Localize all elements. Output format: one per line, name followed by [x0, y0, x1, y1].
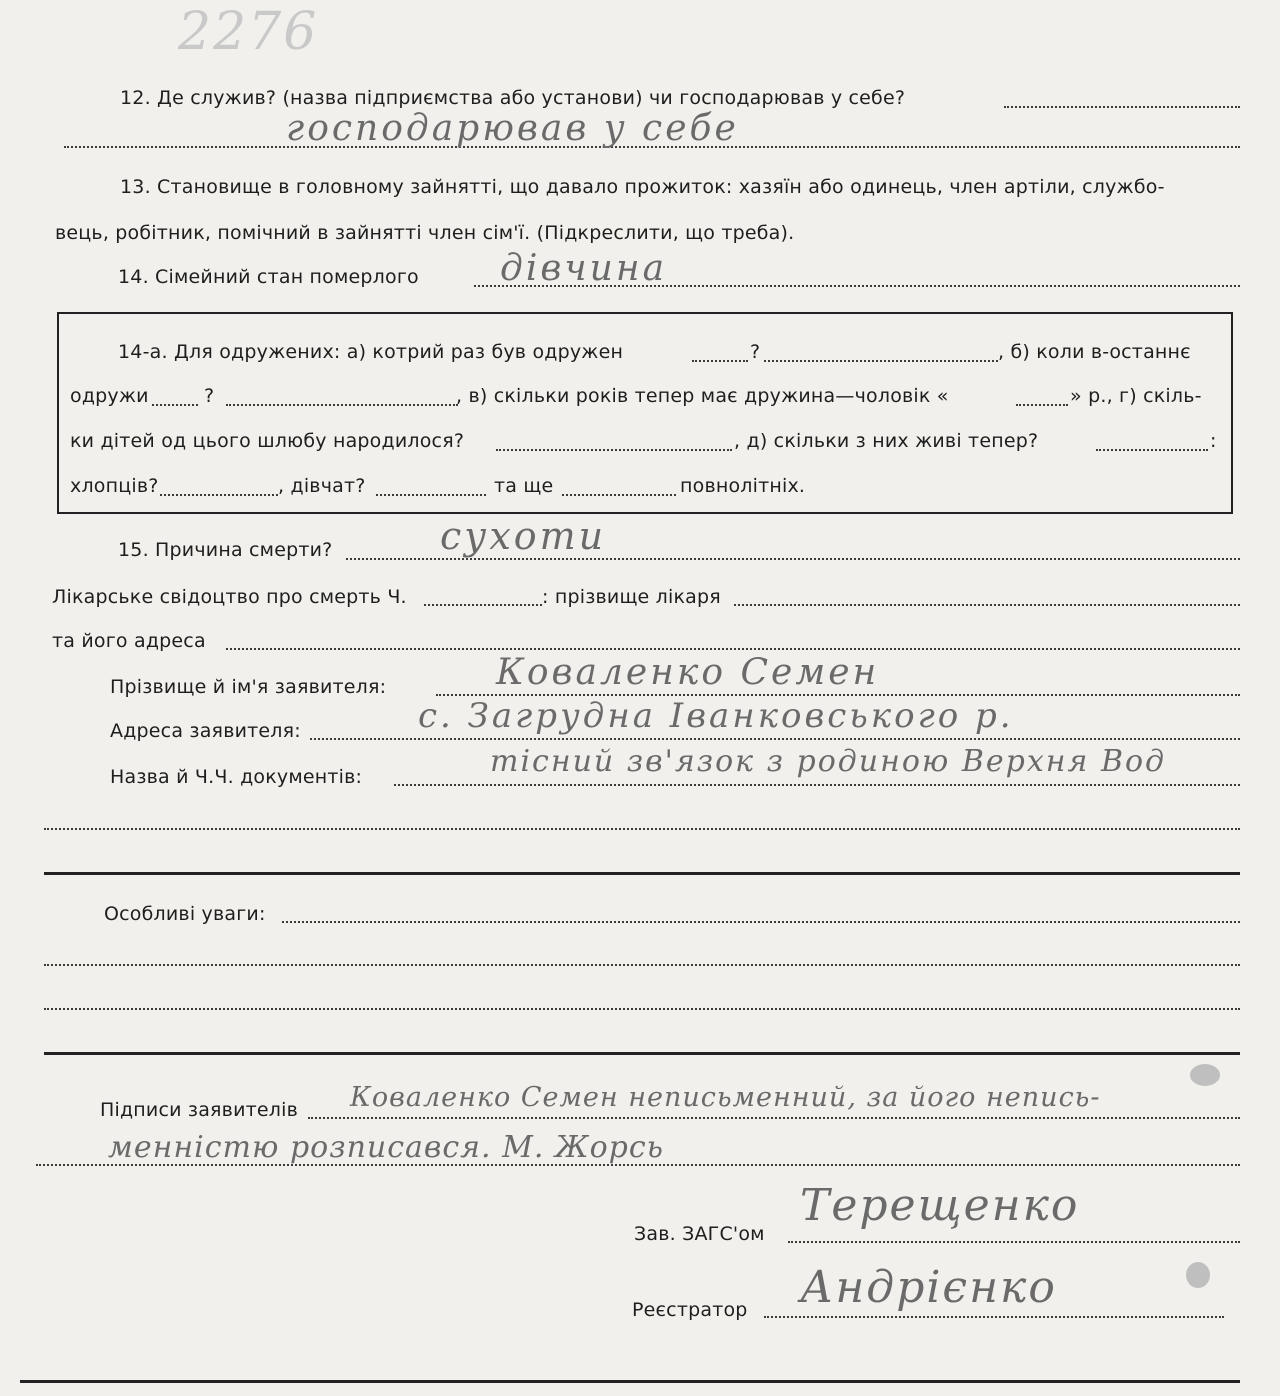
notes-line-3: [44, 1008, 1240, 1010]
q14a-label: 14-а. Для одружених: а) котрий раз був одружен: [118, 341, 624, 363]
q13-line1: 13. Становище в головному зайнятті, що давало прожиток: хазяїн або одинець, член артіли, службо-: [120, 176, 1165, 198]
applicant-address-value: с. Загрудна Іванковського р.: [418, 696, 1014, 736]
q15-fill-line: [346, 558, 1240, 560]
notes-line-2: [44, 964, 1240, 966]
doctor-address-line: [226, 648, 1240, 650]
q12-answer: господарював у себе: [286, 108, 739, 149]
q14a-line3-end: :: [1210, 430, 1217, 452]
q14a-adults-line: [562, 494, 676, 496]
signatures-text-2: менністю розписався. М. Жорсь: [108, 1130, 664, 1165]
notes-line-1: [282, 921, 1240, 923]
q14a-boys-label: хлопців?: [70, 475, 159, 497]
q14-label: 14. Сімейний стан померлого: [118, 266, 419, 288]
applicant-name-label: Прізвище й ім'я заявителя:: [110, 676, 387, 698]
q14a-boys-line: [160, 494, 278, 496]
q14a-married-line: [152, 404, 198, 406]
q14a-line2-start: одружи: [70, 385, 149, 407]
documents-line-2: [44, 828, 1240, 830]
signatures-label: Підписи заявителів: [100, 1099, 299, 1121]
documents-value: тісний зв'язок з родиною Верхня Вод: [490, 744, 1167, 779]
notes-label: Особливі уваги:: [104, 903, 266, 925]
head-of-office-line: [788, 1241, 1240, 1243]
applicant-address-line: [310, 738, 1240, 740]
q13-line2: вець, робітник, помічний в зайнятті член сім'ї. (Підкреслити, що треба).: [55, 222, 795, 244]
head-of-office-signature: Терещенко: [800, 1180, 1080, 1231]
q14a-age-line: [1016, 404, 1068, 406]
applicant-name-value: Коваленко Семен: [496, 652, 880, 693]
signatures-text-1: Коваленко Семен неписьменний, за його непись-: [350, 1082, 1101, 1113]
q14a-b-label: , б) коли в-останнє: [998, 341, 1191, 363]
q14a-line2-q: ?: [204, 385, 215, 407]
ink-blot-1: [1190, 1064, 1220, 1086]
archive-number-stamp: 2276: [178, 2, 319, 62]
q14a-adults-label: повнолітніх.: [680, 475, 806, 497]
registrar-signature: Андрієнко: [800, 1262, 1057, 1313]
q14a-line3-start: ки дітей од цього шлюбу народилося?: [70, 430, 465, 452]
q14a-line2-end: » р., г) скіль-: [1070, 385, 1202, 407]
medical-cert-label: Лікарське свідоцтво про смерть Ч.: [52, 586, 407, 608]
q14a-children-line: [496, 449, 732, 451]
signatures-line-1: [308, 1117, 1240, 1119]
q12-label: 12. Де служив? (назва підприємства або установи) чи господарював у себе?: [120, 87, 906, 109]
q14a-line3-mid: , д) скільки з них живі тепер?: [734, 430, 1039, 452]
q15-answer: сухоти: [440, 514, 607, 558]
applicant-address-label: Адреса заявителя:: [110, 720, 301, 742]
q14a-line2-mid: , в) скільки років тепер має дружина—чоловік «: [456, 385, 949, 407]
section-divider-1: [44, 872, 1240, 875]
bottom-rule: [20, 1380, 1240, 1383]
q14a-times-line-2: [764, 360, 998, 362]
q12-fill-line: [1004, 106, 1240, 108]
medical-cert-number-line: [424, 604, 542, 606]
q14a-times-line: [692, 360, 748, 362]
q14a-alive-line: [1096, 449, 1208, 451]
q14a-more-label: та ще: [494, 475, 554, 497]
doctor-name-line: [734, 604, 1240, 606]
q14a-girls-label: , дівчат?: [278, 475, 366, 497]
documents-label: Назва й Ч.Ч. документів:: [110, 766, 363, 788]
head-of-office-label: Зав. ЗАГС'ом: [634, 1223, 765, 1245]
q15-label: 15. Причина смерти?: [118, 539, 333, 561]
registrar-line: [764, 1316, 1224, 1318]
q14a-q-mark: ?: [750, 341, 761, 363]
q14a-girls-line: [376, 494, 486, 496]
section-divider-2: [44, 1052, 1240, 1055]
q14a-married-line-2: [226, 404, 458, 406]
doctor-address-label: та його адреса: [52, 630, 206, 652]
ink-blot-2: [1186, 1262, 1210, 1288]
doctor-name-label: : прізвище лікаря: [542, 586, 721, 608]
registrar-label: Реєстратор: [632, 1299, 748, 1321]
q14-answer: дівчина: [500, 248, 668, 289]
documents-line: [394, 784, 1240, 786]
